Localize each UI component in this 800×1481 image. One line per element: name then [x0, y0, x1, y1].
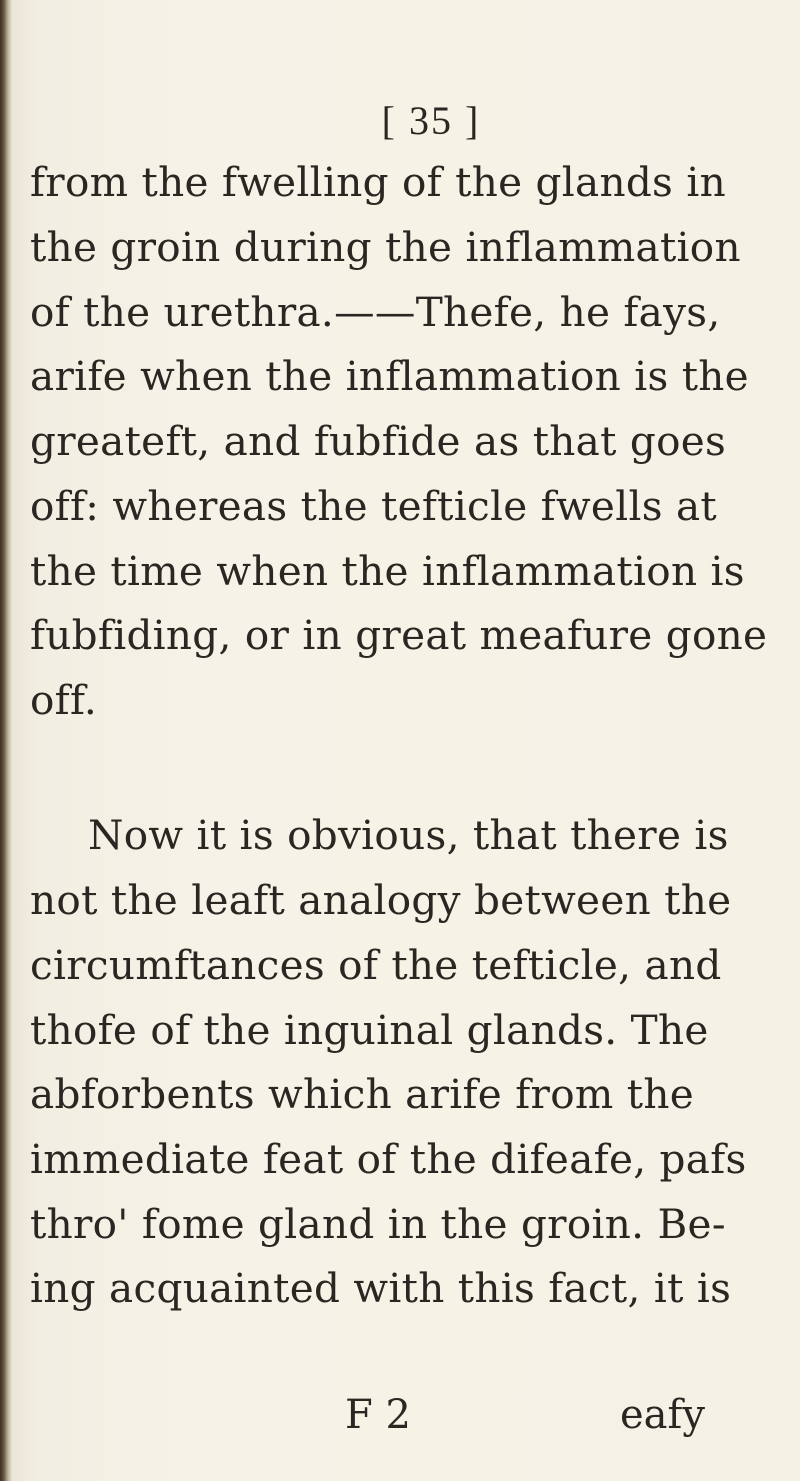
text-line: from the fwelling of the glands in — [30, 158, 726, 206]
text-line: circumftances of the tefticle, and — [30, 941, 722, 989]
text-line: of the urethra.——Thefe, he fays, — [30, 288, 721, 336]
text-line: thro' fome gland in the groin. Be- — [30, 1200, 726, 1248]
text-line: greateft, and fubfide as that goes — [30, 417, 727, 465]
signature-mark: F 2 — [345, 1392, 411, 1438]
page-number: [ 35 ] — [381, 98, 481, 143]
text-line: immediate feat of the difeafe, pafs — [30, 1135, 747, 1183]
text-line: off: whereas the tefticle fwells at — [30, 482, 717, 530]
text-line: ing acquainted with this fact, it is — [30, 1264, 732, 1312]
page-header — [0, 97, 800, 144]
text-line: fubfiding, or in great meafure gone — [30, 611, 768, 659]
page-binding-edge — [0, 0, 12, 1481]
text-line: the time when the inflammation is — [30, 547, 745, 595]
text-line: arife when the inflammation is the — [30, 352, 749, 400]
text-line: Now it is obvious, that there is — [88, 811, 729, 859]
catchword: eafy — [620, 1392, 705, 1438]
text-line: abforbents which arife from the — [30, 1070, 694, 1118]
text-line: off. — [30, 676, 97, 724]
text-line: the groin during the inflammation — [30, 223, 741, 271]
text-line: not the leaft analogy between the — [30, 876, 732, 924]
text-line: thofe of the inguinal glands. The — [30, 1006, 709, 1054]
